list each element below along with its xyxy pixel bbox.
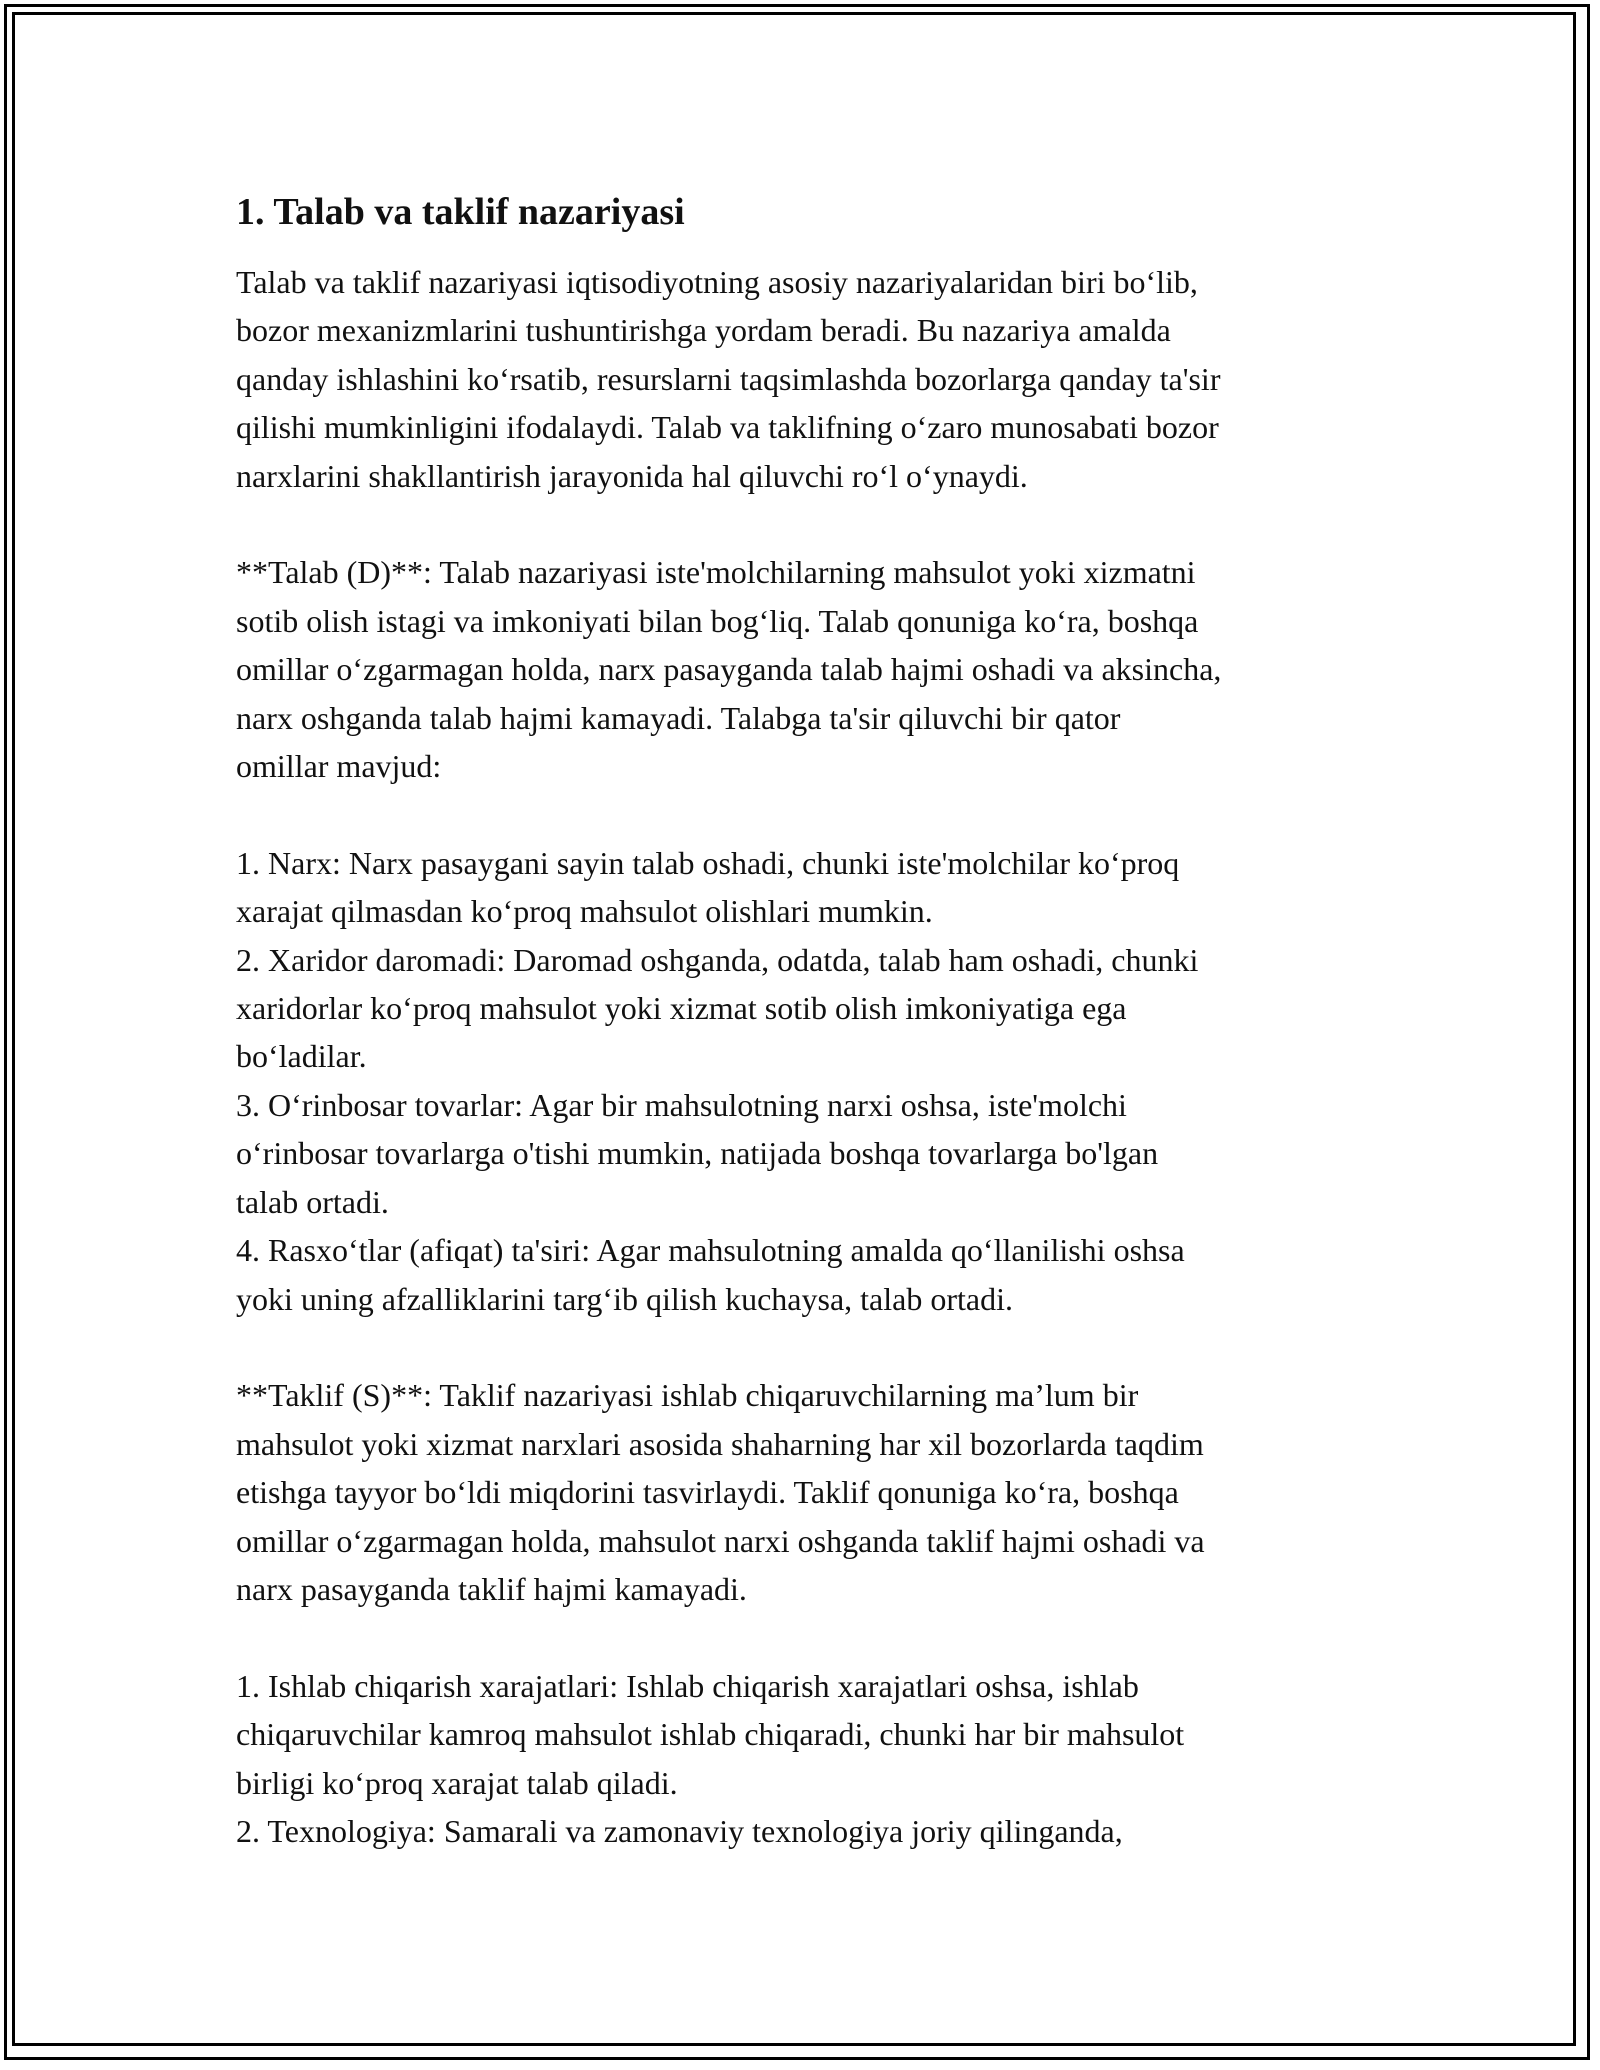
supply-paragraph: **Taklif (S)**: Taklif nazariyasi ishlab chiqaruvchilarning ma’lum bir mahsulot yoki xizmat narxlari asosida shaharning har xil bozorlarda taqdim etishga tayyor bo‘ldi miqdorini tasvirlaydi. Taklif qonuniga ko‘ra, boshqa omillar o‘zgarmagan holda, mahsulot narxi oshganda taklif hajmi oshadi va narx pasayganda taklif hajmi kamayadi. [236, 1377, 1205, 1607]
section-heading: 1. Talab va taklif nazariyasi [236, 191, 685, 233]
intro-paragraph: Talab va taklif nazariyasi iqtisodiyotning asosiy nazariyalaridan biri bo‘lib, bozor mexanizmlarini tushuntirishga yordam beradi. Bu nazariya amalda qanday ishlashini ko‘rsatib, resurslarni taqsimlashda bozorlarga qanday ta'sir qilishi mumkinligini ifodalaydi. Talab va taklifning o‘zaro munosabati bozor narxlarini shakllantirish jarayonida hal qiluvchi ro‘l o‘ynaydi. [236, 264, 1221, 494]
demand-list-item: 2. Xaridor daromadi: Daromad oshganda, odatda, talab ham oshadi, chunki xaridorlar ko‘proq mahsulot yoki xizmat sotib olish imkoniyatiga ega bo‘ladilar. [236, 941, 1199, 1075]
paragraph-spacer [236, 500, 1396, 548]
paragraph-spacer [236, 1323, 1396, 1371]
demand-list-item: 4. Rasxo‘tlar (afiqat) ta'siri: Agar mahsulotning amalda qo‘llanilishi oshsa yoki uning afzalliklarini targ‘ib qilish kuchaysa, talab ortadi. [236, 1232, 1185, 1317]
paragraph-spacer [236, 790, 1396, 838]
paragraph-spacer [236, 1613, 1396, 1661]
document-body [236, 186, 1396, 1855]
demand-list-item: 1. Narx: Narx pasaygani sayin talab oshadi, chunki iste'molchilar ko‘proq xarajat qilmasdan ko‘proq mahsulot olishlari mumkin. [236, 844, 1180, 930]
supply-list-item: 2. Texnologiya: Samarali va zamonaviy texnologiya joriy qilinganda, [236, 1812, 1123, 1849]
supply-list-item: 1. Ishlab chiqarish xarajatlari: Ishlab chiqarish xarajatlari oshsa, ishlab chiqaruvchilar kamroq mahsulot ishlab chiqaradi, chunki har bir mahsulot birligi ko‘proq xarajat talab qiladi. [236, 1667, 1185, 1801]
demand-list-item: 3. O‘rinbosar tovarlar: Agar bir mahsulotning narxi oshsa, iste'molchi o‘rinbosar tovarlarga o'tishi mumkin, natijada boshqa tovarlarga bo'lgan talab ortadi. [236, 1086, 1159, 1220]
demand-paragraph: **Talab (D)**: Talab nazariyasi iste'molchilarning mahsulot yoki xizmatni sotib olish istagi va imkoniyati bilan bog‘liq. Talab qonuniga ko‘ra, boshqa omillar o‘zgarmagan holda, narx pasayganda talab hajmi oshadi va aksincha, narx oshganda talab hajmi kamayadi. Talabga ta'sir qiluvchi bir qator omillar mavjud: [236, 554, 1222, 785]
